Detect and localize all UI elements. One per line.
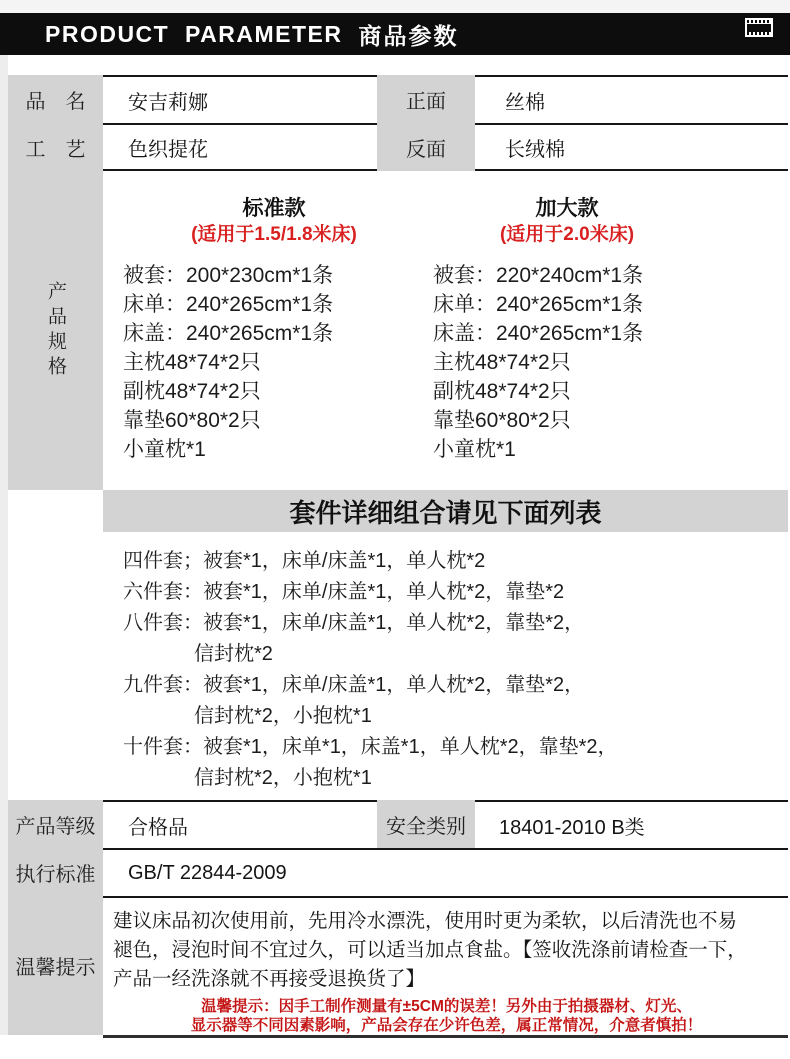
spec-line: 靠垫60*80*2只: [123, 409, 261, 432]
spec-standard-title: 标准款: [242, 197, 306, 220]
combo-list: [103, 532, 788, 800]
spec-column-large: [433, 196, 701, 490]
tips-line: 产品一经洗涤就不再接受退换货了】: [113, 968, 426, 990]
value-product-grade: 合格品: [103, 800, 377, 848]
label-front-side: 正面: [377, 75, 475, 123]
combo-section-bar: 套件详细组合请见下面列表: [103, 490, 788, 532]
spec-large-subtitle: (适用于2.0米床): [499, 224, 635, 245]
page-top-edge: [0, 0, 790, 13]
combo-line: 四件套；被套*1，床单/床盖*1，单人枕*2: [123, 550, 486, 572]
header-title-zh: 商品参数: [358, 22, 459, 49]
combo-line: 九件套：被套*1，床单/床盖*1，单人枕*2，靠垫*2，: [123, 674, 585, 696]
film-icon: [745, 18, 773, 37]
spec-standard-subtitle: (适用于1.5/1.8米床): [191, 224, 357, 245]
spec-line: 主枕48*74*2只: [433, 351, 571, 374]
combo-line-continuation: 信封枕*2: [194, 643, 273, 665]
table-bottom-rule: [103, 1035, 788, 1038]
label-back-side: 反面: [377, 123, 475, 171]
value-exec-standard: GB/T 22844-2009: [103, 848, 788, 896]
label-product-specs: [8, 171, 103, 490]
tips-content: [103, 896, 788, 1035]
combo-line-continuation: 信封枕*2，小抱枕*1: [194, 767, 372, 789]
spec-column-standard: [123, 196, 425, 490]
spec-line: 小童枕*1: [433, 438, 516, 461]
label-product-specs-text: 产品规格: [45, 280, 66, 381]
combo-line: 十件套：被套*1，床单*1，床盖*1，单人枕*2，靠垫*2，: [123, 736, 618, 758]
tips-warning-line: 温馨提示：因手工制作测量有±5CM的误差！另外由于拍摄器材、灯光、: [201, 998, 692, 1015]
label-safety-category: 安全类别: [377, 800, 475, 848]
spec-line: 床单：240*265cm*1条: [123, 293, 334, 316]
spec-line: 床单：240*265cm*1条: [433, 293, 644, 316]
page-left-edge: [0, 13, 8, 1035]
tips-line: 建议床品初次使用前，先用冷水漂洗，使用时更为柔软，以后清洗也不易: [113, 910, 738, 932]
value-safety-category: 18401-2010 B类: [475, 800, 788, 848]
spec-line: 小童枕*1: [123, 438, 206, 461]
value-craft: 色织提花: [103, 123, 377, 171]
tips-warning: [113, 997, 780, 1035]
combo-line-continuation: 信封枕*2，小抱枕*1: [194, 705, 372, 727]
value-product-name: 安吉莉娜: [103, 75, 377, 123]
film-icon-frame: [747, 24, 771, 32]
label-product-name: 品 名: [8, 75, 103, 123]
specs-content: [103, 171, 788, 490]
label-exec-standard: 执行标准: [8, 848, 103, 896]
spec-line: 被套：200*230cm*1条: [123, 264, 334, 287]
combo-line: 八件套：被套*1，床单/床盖*1，单人枕*2，靠垫*2，: [123, 612, 585, 634]
header-title-en: PRODUCT PARAMETER: [45, 20, 343, 47]
tips-line: 褪色，浸泡时间不宜过久，可以适当加点食盐。【签收洗涤前请检查一下，: [113, 939, 747, 961]
spec-line: 靠垫60*80*2只: [433, 409, 571, 432]
section-header-bar: [0, 13, 790, 55]
spec-line: 副枕48*74*2只: [433, 380, 571, 403]
film-icon-holes-bottom: [747, 32, 771, 35]
spec-line: 副枕48*74*2只: [123, 380, 261, 403]
label-product-grade: 产品等级: [8, 800, 103, 848]
combo-line: 六件套：被套*1，床单/床盖*1，单人枕*2，靠垫*2: [123, 581, 565, 603]
spec-line: 床盖：240*265cm*1条: [123, 322, 334, 345]
value-back-side: 长绒棉: [475, 123, 788, 171]
spec-line: 主枕48*74*2只: [123, 351, 261, 374]
value-front-side: 丝棉: [475, 75, 788, 123]
label-craft: 工 艺: [8, 123, 103, 171]
spec-large-title: 加大款: [535, 197, 599, 220]
spec-line: 床盖：240*265cm*1条: [433, 322, 644, 345]
label-tips: 温馨提示: [8, 896, 103, 1035]
spec-line: 被套：220*240cm*1条: [433, 264, 644, 287]
tips-warning-line: 显示器等不同因素影响，产品会存在少许色差，属正常情况，介意者慎拍！: [190, 1017, 703, 1034]
